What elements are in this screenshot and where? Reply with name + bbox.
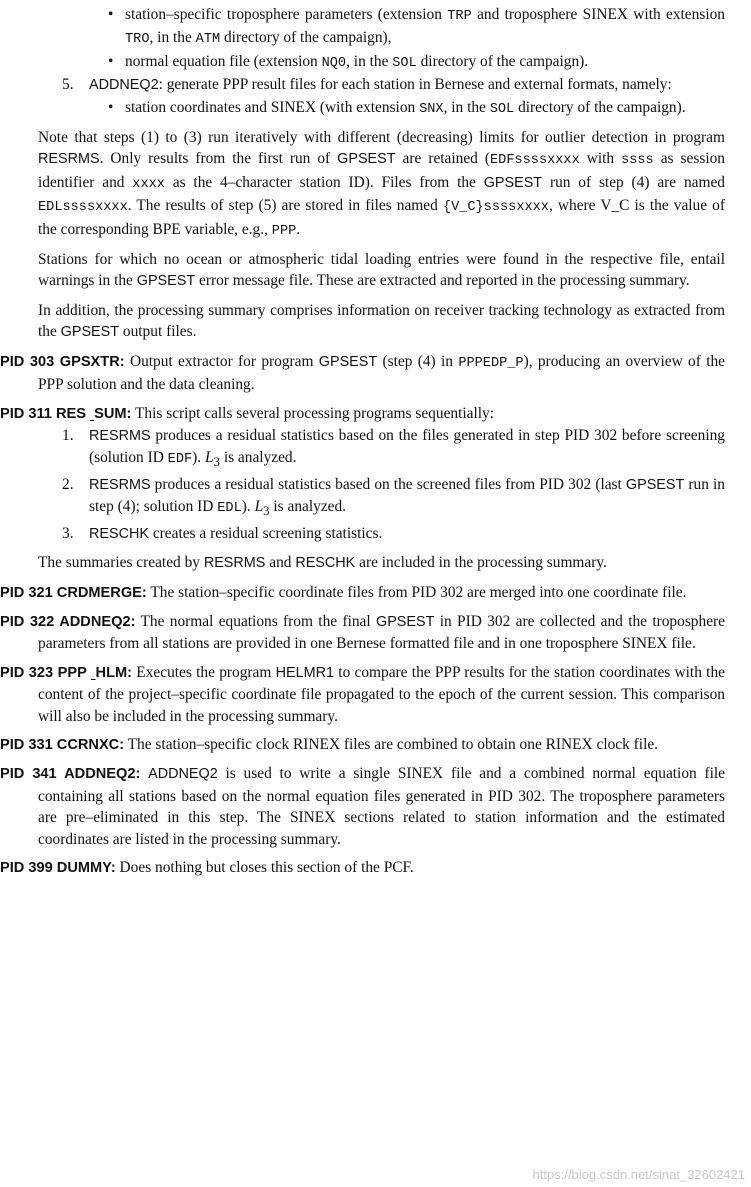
list-item: • normal equation file (extension NQ0, in the SOL directory of the campaign).: [108, 52, 589, 71]
bullet-icon: •: [108, 6, 114, 23]
bullet-list-top: [108, 4, 725, 74]
pid-303-entry: PID 303 GPSXTR: Output extractor for program GPSEST (step (4) in PPPEDP_P), producing an overview of the PPP solution and the data cleaning.: [0, 352, 725, 394]
step-list: [62, 74, 725, 96]
bullet-icon: •: [108, 98, 114, 116]
pid-311-summary: The summaries created by RESRMS and RESCHK are included in the processing summary.: [38, 554, 607, 572]
pid-322-heading: PID 322 ADDNEQ2:: [0, 613, 136, 630]
note-paragraph: Note that steps (1) to (3) run iteratively with different (decreasing) limits for outlier detection in program RESRMS. Only results from the first run of GPSEST are retained (EDFssssxxxx with ssss as session identifier and xxxx as the 4–character station ID). Files from the GPSEST run of step (4) are named EDLssssxxxx. The results of step (5) are stored in files named {V_C}ssssxxxx, where V_C is the value of the corresponding BPE variable, e.g., PPP.: [38, 129, 725, 239]
list-item: • station–specific troposphere parameters (extension TRP and troposphere SINEX with extension TRO, in the ATM directory of the campaign),: [108, 6, 725, 48]
bullet-icon: •: [108, 52, 114, 70]
list-item: 2. RESRMS produces a residual statistics based on the screened files from PID 302 (last GPSEST run in step (4); solution ID EDL). $L_3$ is analyzed.: [62, 475, 725, 519]
pid-321-entry: PID 321 CRDMERGE: The station–specific coordinate files from PID 302 are merged into one coordinate file.: [0, 583, 687, 601]
pid-321-heading: PID 321 CRDMERGE:: [0, 584, 147, 601]
pid-311-steps: [62, 425, 725, 545]
pid-399-entry: PID 399 DUMMY: Does nothing but closes this section of the PCF.: [0, 858, 414, 876]
list-item: 3. RESCHK creates a residual screening statistics.: [62, 524, 383, 542]
pid-311-entry: PID 311 RES SUM: This script calls several processing programs sequentially:: [0, 404, 495, 422]
program-name: ADDNEQ2: [89, 77, 159, 94]
pid-331-entry: PID 331 CCRNXC: The station–specific clock RINEX files are combined to obtain one RINEX clock file.: [0, 735, 659, 753]
list-item: 1. RESRMS produces a residual statistics based on the files generated in step PID 302 before screening (solution ID EDF). $L_3$ is analyzed.: [62, 426, 725, 470]
pid-341-heading: PID 341 ADDNEQ2:: [0, 766, 141, 783]
watermark: https://blog.csdn.net/sinat_32602421: [532, 1166, 745, 1182]
pid-323-entry: PID 323 PPP HLM: Executes the program HELMR1 to compare the PPP results for the station coordinates with the content of the project–specific coordinate file propagated to the epoch of the current session. This comparison will also be included in the processing summary.: [0, 663, 725, 725]
addition-paragraph: In addition, the processing summary comprises information on receiver tracking technology as extracted from the GPSEST output files.: [38, 301, 725, 341]
document-page: [0, 4, 745, 879]
pid-331-heading: PID 331 CCRNXC:: [0, 736, 125, 753]
bullet-list-step5: [108, 97, 725, 120]
pid-311-heading: PID 311 RES SUM:: [0, 405, 132, 422]
pid-322-entry: PID 322 ADDNEQ2: The normal equations from the final GPSEST in PID 302 are collected and the troposphere parameters from all stations are provided in one Bernese formatted file and in one troposphere SINEX file.: [0, 612, 725, 653]
pid-303-heading: PID 303 GPSXTR:: [0, 353, 125, 370]
list-item: • station coordinates and SINEX (with extension SNX, in the SOL directory of the campaign).: [108, 98, 686, 117]
pid-399-heading: PID 399 DUMMY:: [0, 859, 116, 876]
pid-341-entry: PID 341 ADDNEQ2: ADDNEQ2 is used to write a single SINEX file and a combined normal equation file containing all stations based on the normal equation files generated in PID 302. The troposphere parameters are pre–eliminated in this step. The SINEX sections related to station information and the estimated coordinates are listed in the processing summary.: [0, 765, 726, 848]
pid-323-heading: PID 323 PPP HLM:: [0, 664, 133, 681]
stations-paragraph: Stations for which no ocean or atmospheric tidal loading entries were found in the respective file, entail warnings in the GPSEST error message file. These are extracted and reported in the processing summary.: [38, 251, 725, 290]
step-5: 5. ADDNEQ2: generate PPP result files for each station in Bernese and external formats, namely:: [62, 76, 672, 94]
